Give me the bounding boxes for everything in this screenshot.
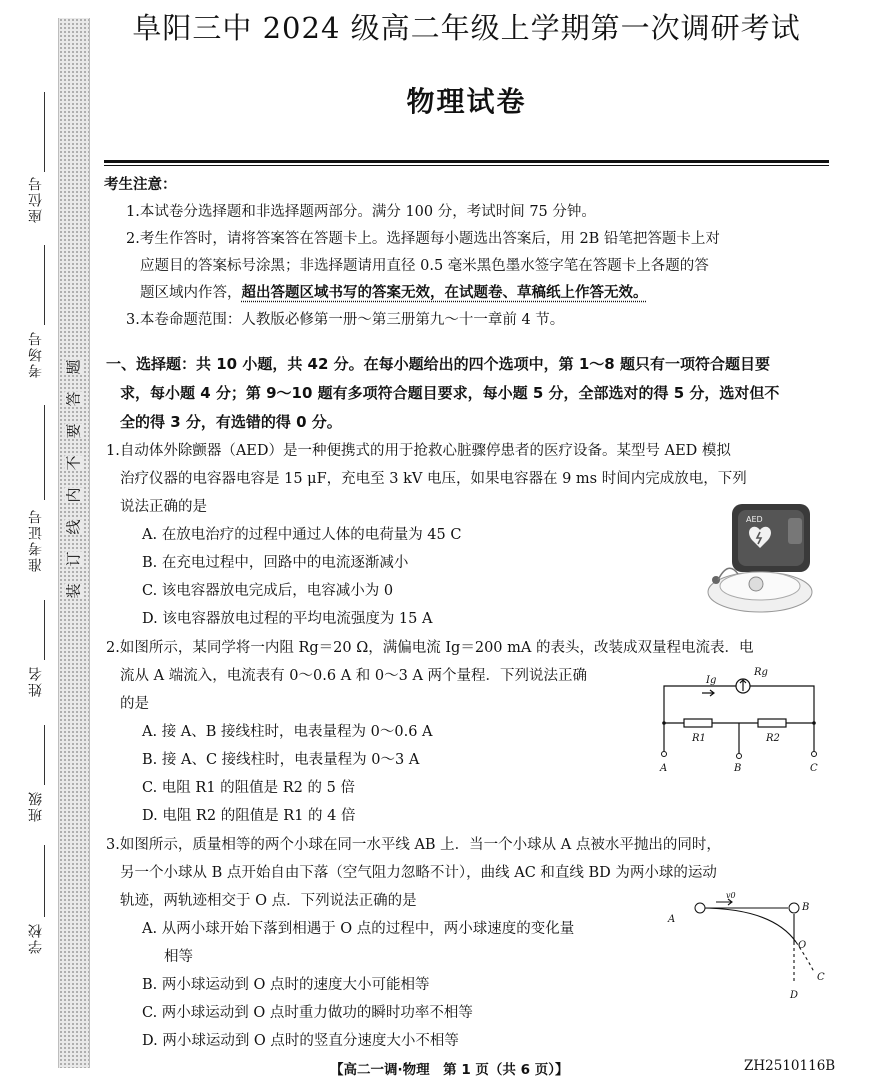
class-label: 班级 [28,790,44,822]
ball-a [695,903,705,913]
section-line: 一、选择题：共 10 小题，共 42 分。在每小题给出的四个选项中，第 1～8 题只有一项符合题目要 [106,355,770,373]
notice-item-1 [104,199,829,226]
aed-button [749,577,763,591]
junction [812,721,816,725]
resistor-r2 [758,719,786,727]
option-c: C. 该电容器放电完成后，电容减小为 0 [142,583,394,599]
option-d: D. 该电容器放电过程的平均电流强度为 15 A [142,611,433,627]
seal-char: 内 [64,487,83,503]
seat-number-line [44,92,45,172]
terminal-c [812,752,817,757]
exam-room-line [44,245,45,325]
label-r1: R1 [692,733,706,744]
label-rg: Rg [754,667,768,678]
option-c: C. 两小球运动到 O 点时重力做功的瞬时功率不相等 [142,1005,473,1021]
notice-item-3 [104,307,829,334]
aed-side-panel [788,518,802,544]
seal-line-column [58,18,90,1068]
notice-item-2 [104,226,829,253]
school-label: 学校 [28,922,44,954]
option-d: D. 两小球运动到 O 点时的竖直分速度大小不相等 [142,1033,459,1049]
galvanometer-needle [740,680,746,691]
name-line [44,600,45,660]
option-b: B. 接 A、C 接线柱时，电表量程为 0～3 A [142,752,420,768]
notice-text: 题区域内作答， [140,285,242,301]
header-divider-thin [104,165,829,166]
label-b: B [802,902,810,913]
option-a: A. 在放电治疗的过程中通过人体的电荷量为 45 C [142,527,462,543]
question-stem: 3.如图所示，质量相等的两个小球在同一水平线 AB 上．当一个小球从 A 点被水平抛出的同时， [106,837,721,853]
option-d: D. 电阻 R2 的阻值是 R1 的 4 倍 [142,808,356,824]
seal-warning-text [59,358,89,600]
current-arrow-icon [702,690,714,696]
notice-item-2-cont2 [104,280,829,307]
question-stem: 另一个小球从 B 点开始自由下落（空气阻力忽略不计），曲线 AC 和直线 BD 为两小球的运动 [120,865,717,881]
notice-item-2-cont [104,253,829,280]
ammeter-circuit-figure [650,665,840,777]
seal-char: 不 [64,455,83,471]
notice-emphasis: 超出答题区域书写的答案无效，在试题卷、草稿纸上作答无效。 [241,285,648,301]
section-line: 全的得 3 分，有选错的得 0 分。 [120,413,342,431]
question-stem: 流从 A 端流入，电流表有 0～0.6 A 和 0～3 A 两个量程．下列说法正确 [120,668,588,684]
seal-char: 订 [64,551,83,567]
question-stem: 1.自动体外除颤器（AED）是一种便携式的用于抢救心脏骤停患者的医疗设备。某型号 AED 模拟 [106,443,731,459]
resistor-r1 [684,719,712,727]
notice-text: 1.本试卷分选择题和非选择题两部分。满分 100 分，考试时间 75 分钟。 [126,204,596,220]
label-o: O [798,940,807,951]
question-stem: 治疗仪器的电容器电容是 15 μF，充电至 3 kV 电压，如果电容器在 9 ms 时间内完成放电，下列 [120,471,747,487]
notice-heading: 考生注意： [104,177,177,193]
seal-char: 答 [64,391,83,407]
exam-code: ZH2510116B [744,1058,836,1074]
exam-room-label: 考场号 [28,330,44,378]
section-line: 求，每小题 4 分；第 9～10 题有多项符合题目要求，每小题 5 分，全部选对的得 5 分，选对但不 [120,384,780,402]
terminal-b [737,754,742,759]
label-d: D [790,990,799,1001]
notice-block [104,172,829,334]
admission-number-label: 准考证号 [28,508,44,572]
label-a: A [660,763,668,774]
label-r2: R2 [766,733,780,744]
option-a: A. 从两小球开始下落到相遇于 O 点的过程中，两小球速度的变化量 [142,921,575,937]
option-c: C. 电阻 R1 的阻值是 R2 的 5 倍 [142,780,355,796]
admission-number-line [44,405,45,500]
seal-char: 线 [64,519,83,535]
subject-title: 物理试卷 [406,85,527,118]
seal-char: 题 [64,359,83,375]
aed-device-figure [704,500,824,618]
junction [662,721,666,725]
class-line [44,725,45,785]
label-ig: Ig [706,675,717,686]
label-a: A [668,914,676,925]
header-divider-thick [104,160,829,163]
section-1-heading [106,350,831,437]
binding-margin [0,0,100,1087]
projectile-motion-figure [662,890,832,1002]
seat-number-label: 座位号 [28,175,44,223]
option-a: A. 接 A、B 接线柱时，电表量程为 0～0.6 A [142,724,433,740]
notice-text: 3.本卷命题范围：人教版必修第一册～第三册第九～十一章前 4 节。 [126,312,565,328]
question-stem: 2.如图所示，某同学将一内阻 Rg＝20 Ω，满偏电流 Ig＝200 mA 的表头，改装成双量程电流表．电 [106,640,754,656]
question-stem: 轨迹，两轨迹相交于 O 点．下列说法正确的是 [120,893,417,909]
label-c: C [817,972,825,983]
notice-text: 2.考生作答时，请将答案答在答题卡上。选择题每小题选出答案后，用 2B 铅笔把答题卡上对 [126,231,720,247]
name-label: 姓名 [28,665,44,697]
option-a-cont: 相等 [164,949,193,965]
label-v0: v0 [726,891,736,900]
seal-char: 要 [64,423,83,439]
ball-b [789,903,799,913]
option-b: B. 在充电过程中，回路中的电流逐渐减小 [142,555,409,571]
trajectory-ac-solid [700,908,796,942]
question-stem: 说法正确的是 [120,499,207,515]
seal-char: 装 [64,583,83,599]
question-stem: 的是 [120,696,149,712]
notice-text: 应题目的答案标号涂黑；非选择题请用直径 0.5 毫米黑色墨水签字笔在答题卡上各题的答 [140,258,709,274]
label-b: B [734,763,742,774]
terminal-a [662,752,667,757]
aed-label: AED [746,515,763,524]
page-footer: 【高二一调·物理 第 1 页（共 6 页）】 [330,1062,569,1078]
school-line [44,845,45,917]
exam-title: 阜阳三中 2024 级高二年级上学期第一次调研考试 [132,11,801,45]
option-b: B. 两小球运动到 O 点时的速度大小可能相等 [142,977,430,993]
label-c: C [810,763,818,774]
